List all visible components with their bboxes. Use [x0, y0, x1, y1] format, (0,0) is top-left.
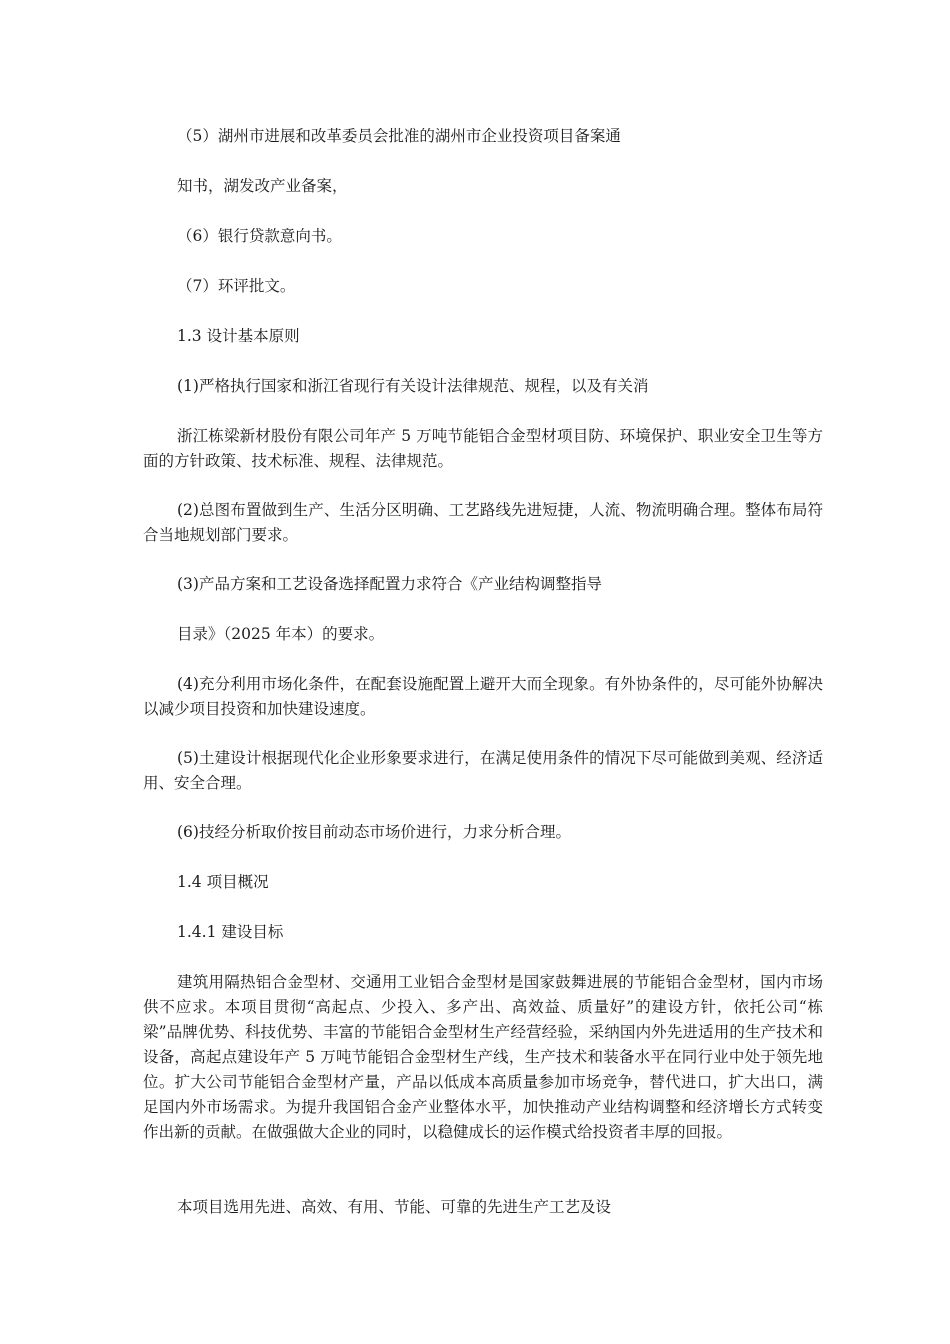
section-heading-1-4-1: 1.4.1 建设目标	[177, 923, 284, 941]
paragraph-principle-2: (2)总图布置做到生产、生活分区明确、工艺路线先进短捷，人流、物流明确合理。整体布局符合当地规划部门要求。	[143, 501, 823, 544]
paragraph-principle-3-cont: 目录》（2025 年本）的要求。	[177, 625, 385, 643]
paragraph-principle-1: (1)严格执行国家和浙江省现行有关设计法律规范、规程，以及有关消	[177, 377, 649, 395]
paragraph-basis-7: （7）环评批文。	[177, 277, 296, 295]
paragraph-principle-5: (5)土建设计根据现代化企业形象要求进行，在满足使用条件的情况下尽可能做到美观、经济适用、安全合理。	[143, 749, 823, 792]
paragraph-basis-6: （6）银行贷款意向书。	[177, 227, 342, 245]
paragraph-process-selection: 本项目选用先进、高效、有用、节能、可靠的先进生产工艺及设	[177, 1198, 612, 1216]
section-heading-1-3: 1.3 设计基本原则	[177, 327, 300, 345]
paragraph-principle-3: (3)产品方案和工艺设备选择配置力求符合《产业结构调整指导	[177, 575, 602, 593]
paragraph-principle-1-cont: 浙江栋梁新材股份有限公司年产 5 万吨节能铝合金型材项目防、环境保护、职业安全卫生等方面的方针政策、技术标准、规程、法律规范。	[143, 427, 823, 470]
section-heading-1-4: 1.4 项目概况	[177, 873, 269, 891]
paragraph-principle-6: (6)技经分析取价按目前动态市场价进行，力求分析合理。	[177, 823, 571, 841]
paragraph-basis-5: （5）湖州市进展和改革委员会批准的湖州市企业投资项目备案通	[177, 127, 621, 145]
paragraph-basis-5-cont: 知书，湖发改产业备案，	[177, 177, 348, 195]
paragraph-principle-4: (4)充分利用市场化条件，在配套设施配置上避开大而全现象。有外协条件的，尽可能外协解决以减少项目投资和加快建设速度。	[143, 675, 823, 718]
paragraph-construction-goal: 建筑用隔热铝合金型材、交通用工业铝合金型材是国家鼓舞进展的节能铝合金型材，国内市场供不应求。本项目贯彻“高起点、少投入、多产出、高效益、质量好”的建设方针，依托公司“栋梁”品牌优势、科技优势、丰富的节能铝合金型材生产经营经验，采纳国内外先进适用的生产技术和设备，高起点建设年产 5 万吨节能铝合金型材生产线，生产技术和装备水平在同行业中处于领先地位。扩大公司节能铝合金型材产量，产品以低成本高质量参加市场竞争，替代进口，扩大出口，满足国内外市场需求。为提升我国铝合金产业整体水平，加快推动产业结构调整和经济增长方式转变作出新的贡献。在做强做大企业的同时，以稳健成长的运作模式给投资者丰厚的回报。	[143, 973, 823, 1141]
